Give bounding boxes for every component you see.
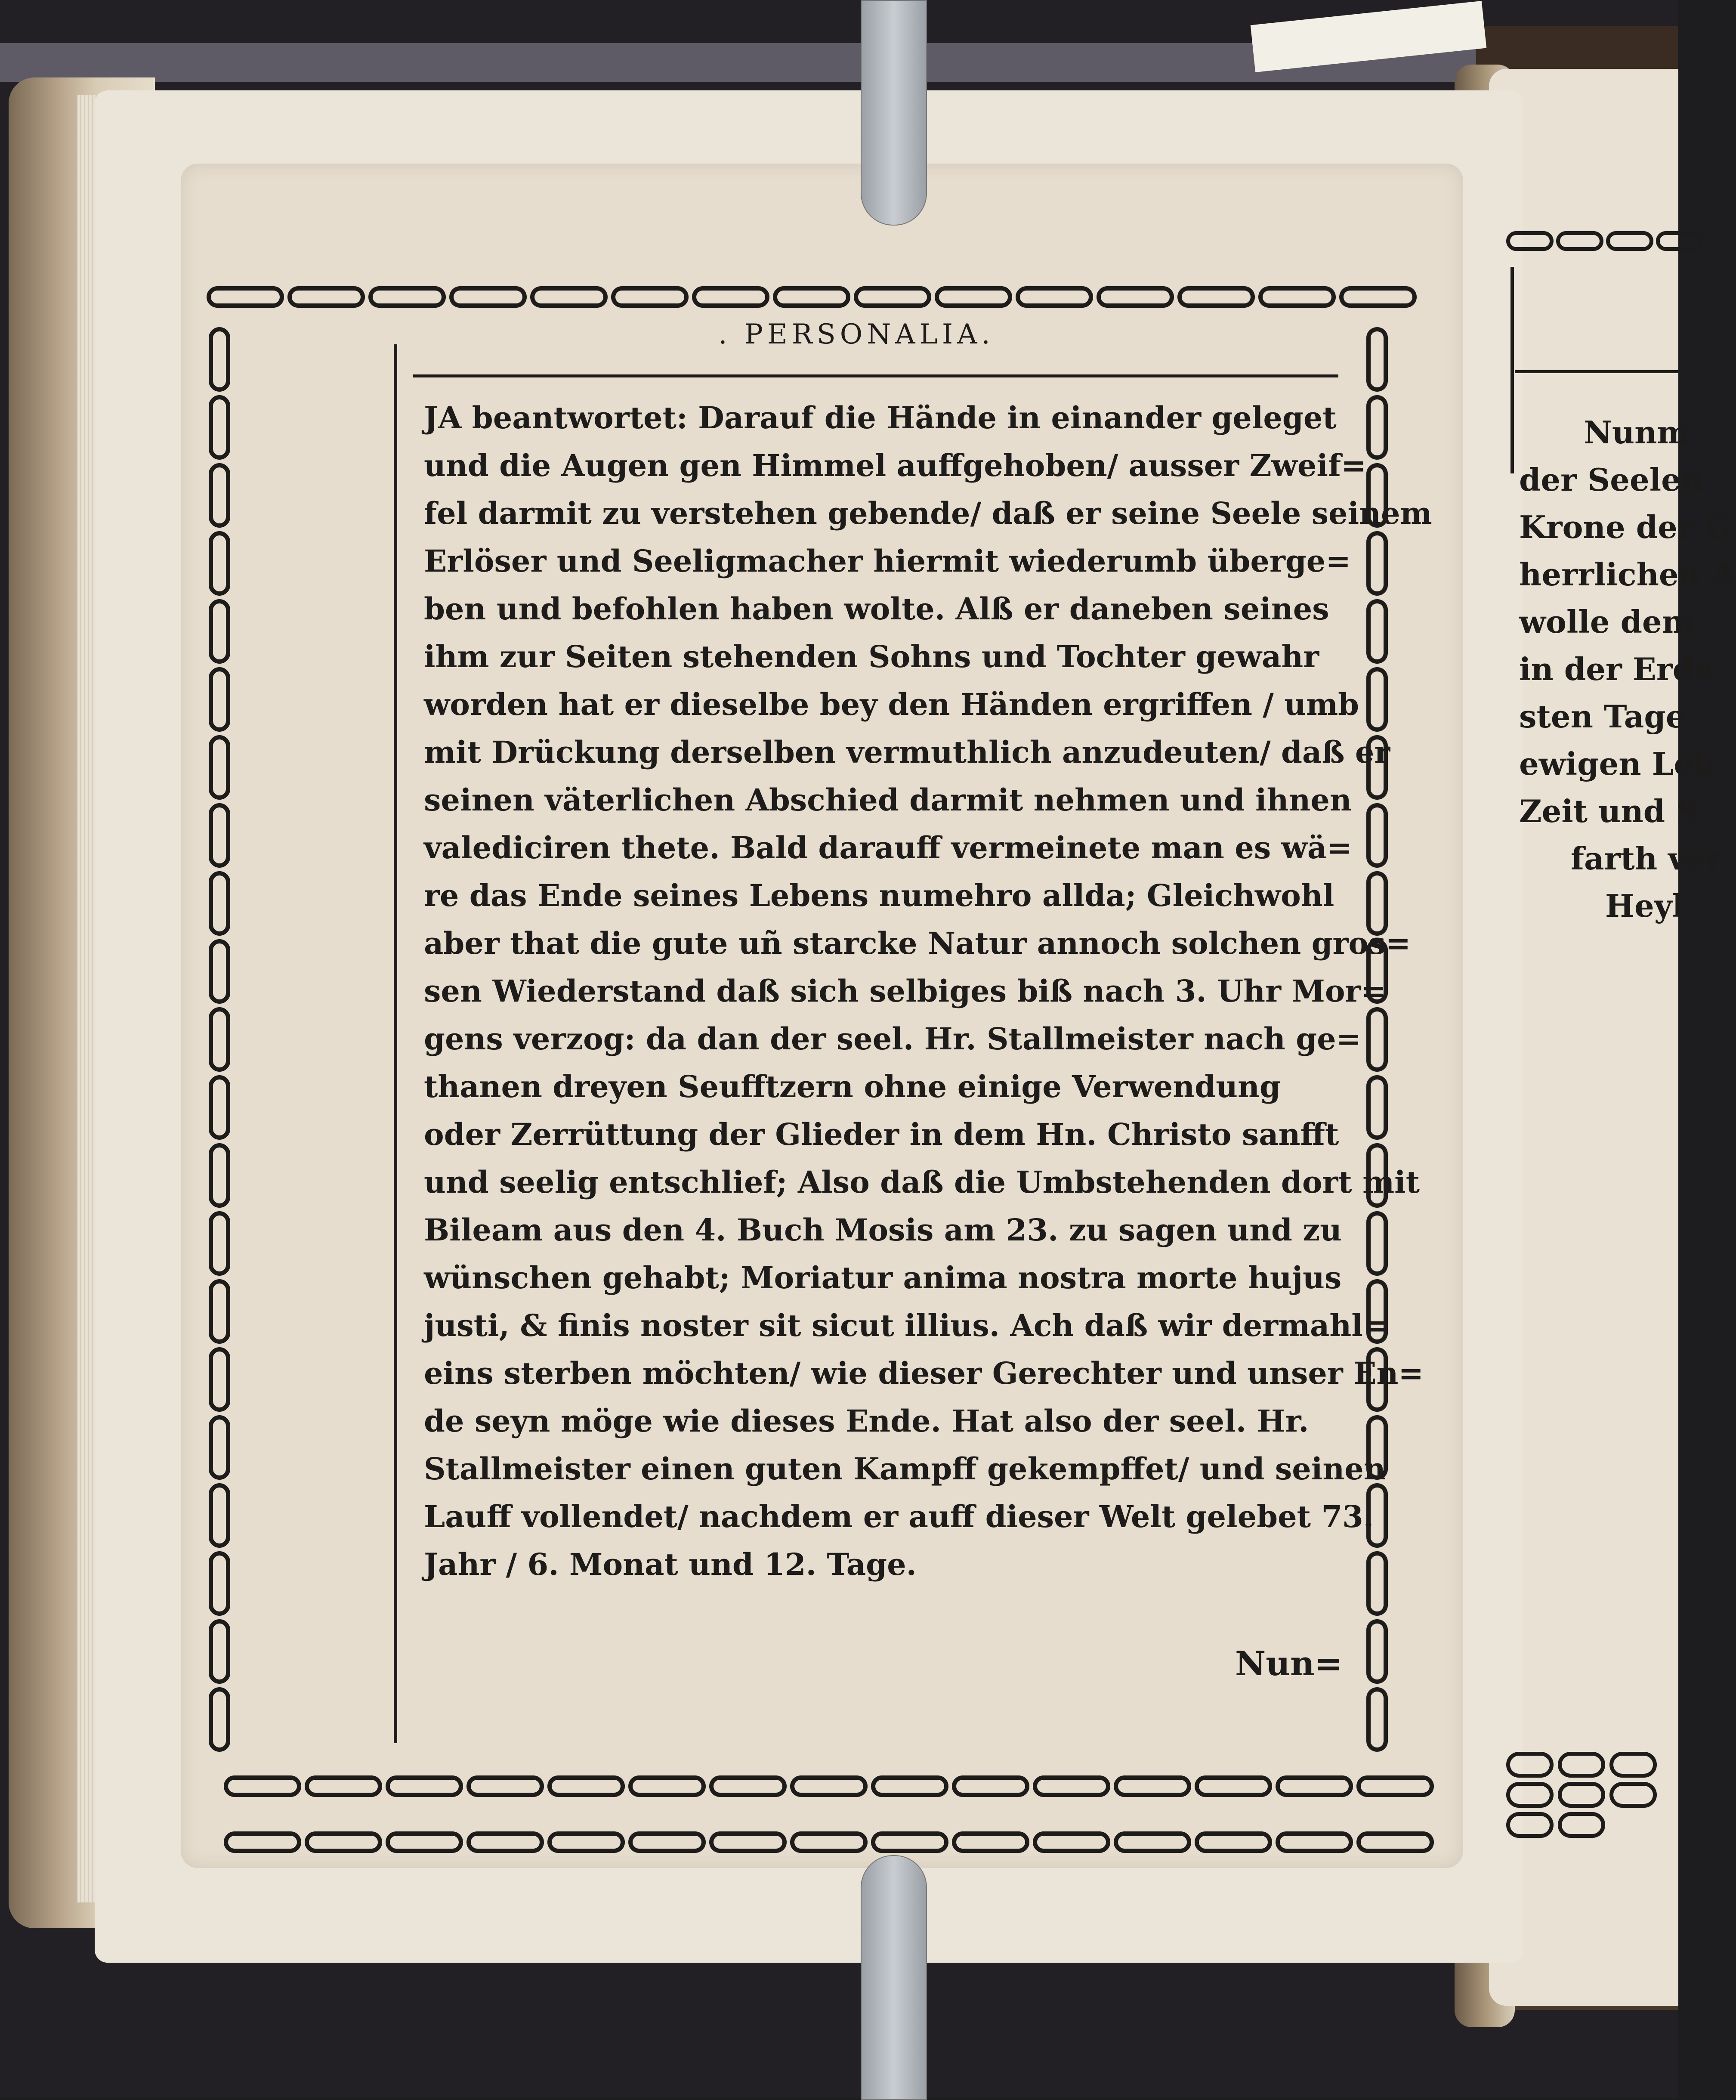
- text-line: oder Zerrüttung der Glieder in dem Hn. Christo sanfft: [424, 1116, 1339, 1152]
- page-clip-top: [861, 0, 927, 226]
- text-line: und die Augen gen Himmel auffgehoben/ ausser Zweif=: [424, 448, 1366, 483]
- facing-text-line: wolle dem: [1519, 603, 1695, 640]
- text-line: fel darmit zu verstehen gebende/ daß er seine Seele seinem: [424, 495, 1432, 531]
- text-line: Lauff vollendet/ nachdem er auff dieser Welt gelebet 73.: [424, 1499, 1374, 1534]
- running-head: . PERSONALIA.: [718, 319, 995, 350]
- facing-text-line: sten Tage: [1519, 698, 1686, 735]
- facing-text-line: Heyl: [1605, 888, 1684, 924]
- text-line: Stallmeister einen guten Kampff gekempffet/ und seinen: [424, 1451, 1386, 1487]
- ornament-border-left: [202, 327, 237, 1760]
- body-text: [424, 394, 1432, 1588]
- text-line: Erlöser und Seeligmacher hiermit wiederumb überge=: [424, 543, 1351, 579]
- inner-rule-left: [394, 344, 397, 1743]
- text-line: mit Drückung derselben vermuthlich anzudeuten/ daß er: [424, 734, 1390, 770]
- text-line: JA beantwortet: Darauf die Hände in einander geleget: [424, 400, 1337, 436]
- facing-text-line: Nunm: [1584, 414, 1690, 451]
- text-line: eins sterben möchten/ wie dieser Gerechter und unser En=: [424, 1355, 1424, 1391]
- text-line: ben und befohlen haben wolte. Alß er daneben seines: [424, 591, 1329, 627]
- text-line: justi, & finis noster sit sicut illius. Ach daß wir dermahl=: [424, 1308, 1388, 1343]
- text-line: Bileam aus den 4. Buch Mosis am 23. zu sagen und zu: [424, 1212, 1342, 1248]
- ornament-border-bottom-1: [224, 1769, 1403, 1803]
- text-line: wünschen gehabt; Moriatur anima nostra morte hujus: [424, 1260, 1342, 1296]
- text-line: gens verzog: da dan der seel. Hr. Stallmeister nach ge=: [424, 1021, 1362, 1057]
- text-line: ihm zur Seiten stehenden Sohns und Tochter gewahr: [424, 639, 1319, 674]
- text-line: sen Wiederstand daß sich selbiges biß nach 3. Uhr Mor=: [424, 973, 1387, 1009]
- text-line: valediciren thete. Bald darauff vermeinete man es wä=: [424, 830, 1352, 866]
- text-line: de seyn möge wie dieses Ende. Hat also der seel. Hr.: [424, 1403, 1309, 1439]
- ornament-border-top: [207, 280, 1381, 314]
- page-clip-bottom: [861, 1855, 927, 2100]
- text-line: Jahr / 6. Monat und 12. Tage.: [424, 1546, 917, 1582]
- facing-rule-vertical: [1511, 267, 1514, 473]
- text-line: seinen väterlichen Abschied darmit nehmen und ihnen: [424, 782, 1352, 818]
- ornament-border-bottom-2: [224, 1825, 1403, 1859]
- facing-ornament-bottom: [1506, 1752, 1678, 1838]
- facing-ornament-top: [1506, 224, 1678, 258]
- text-line: aber that die gute uñ starcke Natur annoch solchen gros=: [424, 925, 1411, 961]
- facing-page-text: [1519, 409, 1736, 930]
- text-line: worden hat er dieselbe bey den Händen ergriffen / umb: [424, 687, 1359, 722]
- facing-text-line: herrlichen A: [1519, 556, 1736, 593]
- facing-text-line: farth ver: [1571, 840, 1722, 877]
- text-line: thanen dreyen Seufftzern ohne einige Verwendung: [424, 1069, 1281, 1104]
- text-line: und seelig entschlief; Also daß die Umbstehenden dort mit: [424, 1164, 1420, 1200]
- text-line: re das Ende seines Lebens numehro allda; Gleichwohl: [424, 878, 1334, 913]
- facing-text-line: in der Erde: [1519, 651, 1714, 687]
- facing-text-line: ewigen Leb: [1519, 745, 1715, 782]
- header-rule: [413, 374, 1338, 377]
- facing-text-line: Zeit und S: [1519, 793, 1699, 829]
- ornament-border-right: [1360, 327, 1394, 1760]
- facing-text-line: der Seelen: [1519, 461, 1704, 498]
- facing-text-line: Krone der G: [1519, 509, 1731, 545]
- facing-header-rule: [1515, 370, 1678, 373]
- catchword: Nun=: [1235, 1644, 1343, 1683]
